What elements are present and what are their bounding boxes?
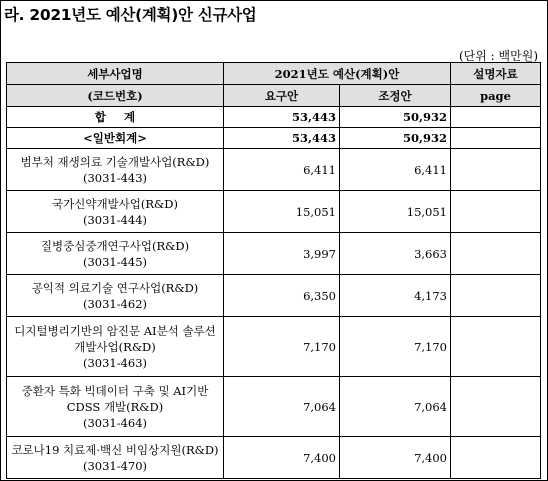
budget-table <box>6 62 541 479</box>
table-row <box>7 377 541 437</box>
project-cell <box>7 317 224 377</box>
page-cell <box>451 191 541 233</box>
general-account-page <box>451 128 541 149</box>
project-code: (3031-463) <box>82 355 148 370</box>
total-label: 합 계 <box>7 107 224 128</box>
project-cell <box>7 377 224 437</box>
request-value: 6,350 <box>224 275 340 317</box>
project-code: (3031-443) <box>82 170 148 185</box>
project-name: 중환자 특화 빅데이터 구축 및 AI기반 CDSS 개발(R&D) <box>21 383 209 414</box>
table-row <box>7 149 541 191</box>
page-cell <box>451 317 541 377</box>
request-value: 3,997 <box>224 233 340 275</box>
project-name: 국가신약개발사업(R&D) <box>52 196 178 211</box>
request-value: 7,170 <box>224 317 340 377</box>
table-row <box>7 437 541 479</box>
project-cell <box>7 191 224 233</box>
header-request: 요구안 <box>224 85 340 107</box>
table-row <box>7 233 541 275</box>
project-cell <box>7 437 224 479</box>
general-account-row <box>7 128 541 149</box>
page-cell <box>451 377 541 437</box>
project-code: (3031-464) <box>82 415 148 430</box>
project-code: (3031-470) <box>82 458 148 473</box>
header-code: (코드번호) <box>7 85 224 107</box>
request-value: 7,400 <box>224 437 340 479</box>
page-cell <box>451 275 541 317</box>
project-code: (3031-445) <box>82 254 148 269</box>
project-cell <box>7 233 224 275</box>
project-code: (3031-462) <box>82 296 148 311</box>
request-value: 6,411 <box>224 149 340 191</box>
adjusted-value: 7,064 <box>340 377 451 437</box>
page-cell <box>451 149 541 191</box>
table-row <box>7 317 541 377</box>
project-name: 디지털병리기반의 암진문 AI분석 솔루션 개발사업(R&D) <box>14 323 216 354</box>
adjusted-value: 6,411 <box>340 149 451 191</box>
project-name: 질병중심중개연구사업(R&D) <box>40 238 190 253</box>
project-name: 범부처 재생의료 기술개발사업(R&D) <box>20 154 210 169</box>
header-material: 설명자료 <box>451 63 541 85</box>
adjusted-value: 15,051 <box>340 191 451 233</box>
project-name: 공익적 의료기술 연구사업(R&D) <box>31 280 199 295</box>
project-cell <box>7 149 224 191</box>
page-cell <box>451 233 541 275</box>
adjusted-value: 3,663 <box>340 233 451 275</box>
table-row <box>7 275 541 317</box>
general-account-request: 53,443 <box>224 128 340 149</box>
total-request: 53,443 <box>224 107 340 128</box>
header-page: page <box>451 85 541 107</box>
total-adjusted: 50,932 <box>340 107 451 128</box>
header-project: 세부사업명 <box>7 63 224 85</box>
request-value: 15,051 <box>224 191 340 233</box>
request-value: 7,064 <box>224 377 340 437</box>
adjusted-value: 7,170 <box>340 317 451 377</box>
project-cell <box>7 275 224 317</box>
project-name: 코로나19 치료제·백신 비임상지원(R&D) <box>11 442 219 457</box>
project-code: (3031-444) <box>82 212 148 227</box>
page-cell <box>451 437 541 479</box>
header-adjusted: 조정안 <box>340 85 451 107</box>
general-account-label: <일반회계> <box>7 128 224 149</box>
section-heading: 라. 2021년도 예산(계획)안 신규사업 <box>4 6 257 24</box>
total-row <box>7 107 541 128</box>
total-page <box>451 107 541 128</box>
table-row <box>7 191 541 233</box>
adjusted-value: 7,400 <box>340 437 451 479</box>
general-account-adjusted: 50,932 <box>340 128 451 149</box>
header-budget: 2021년도 예산(계획)안 <box>224 63 451 85</box>
adjusted-value: 4,173 <box>340 275 451 317</box>
unit-note: (단위 : 백만원) <box>459 49 538 63</box>
